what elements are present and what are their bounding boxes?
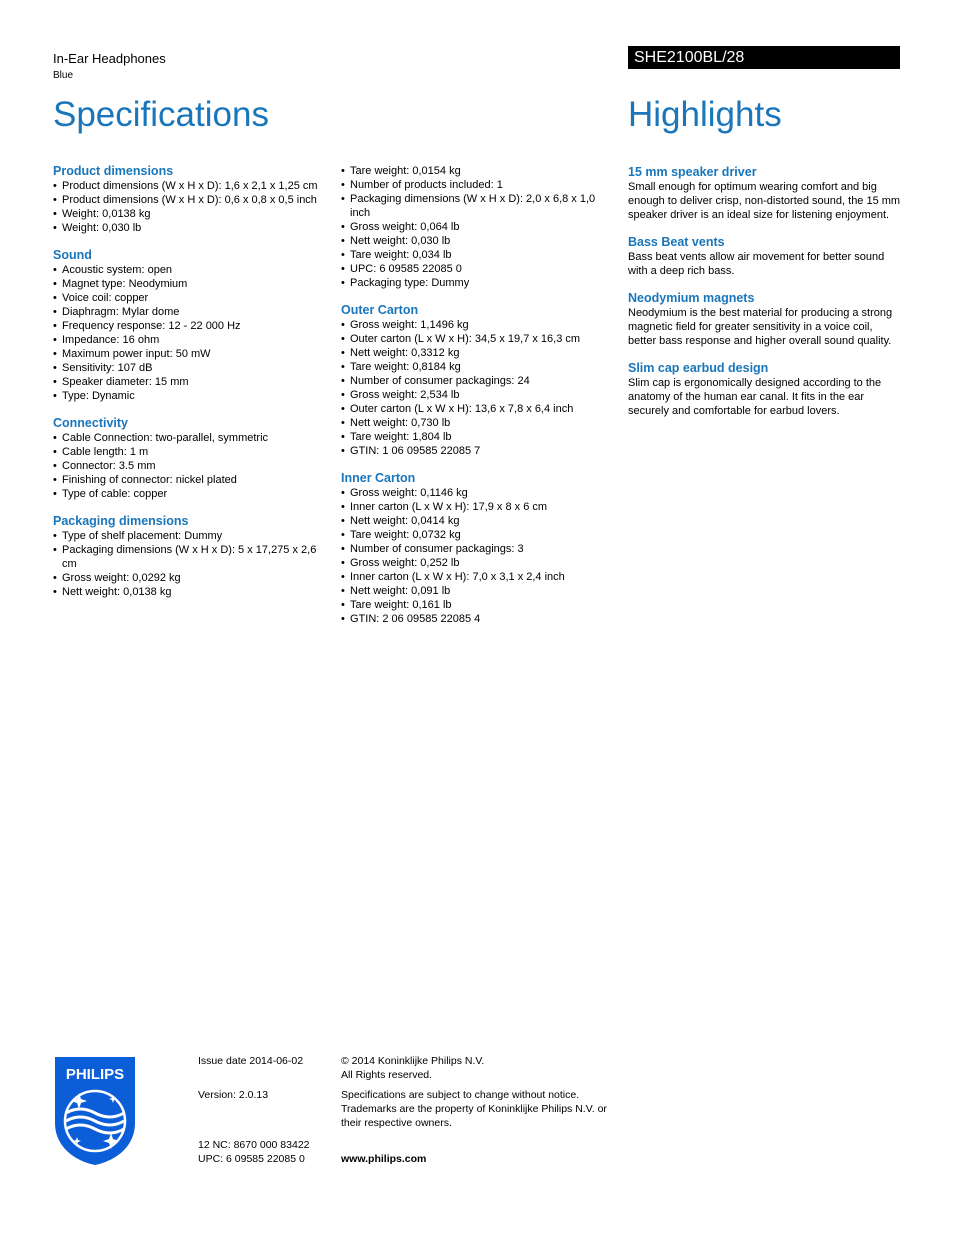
spec-item: • Speaker diameter: 15 mm xyxy=(53,375,323,389)
spec-item: • Outer carton (L x W x H): 34,5 x 19,7 x 16,3 cm xyxy=(341,332,611,346)
product-variant: Blue xyxy=(53,70,74,81)
spec-section-title: Sound xyxy=(53,248,92,262)
specifications-title: Specifications xyxy=(53,95,269,134)
spec-section-title: Packaging dimensions xyxy=(53,514,189,528)
spec-item: • Packaging dimensions (W x H x D): 2,0 x 6,8 x 1,0 inch xyxy=(341,192,611,220)
highlight-block xyxy=(628,165,903,222)
highlight-body: Neodymium is the best material for producing a strong magnetic field for greater sensitivity in a voice coil, better bass response and higher overall sound quality. xyxy=(628,307,893,347)
spec-section xyxy=(53,164,323,235)
highlight-title: Neodymium magnets xyxy=(628,291,755,305)
spec-item: • Nett weight: 0,730 lb xyxy=(341,416,611,430)
spec-item: • Gross weight: 0,1146 kg xyxy=(341,486,611,500)
spec-item: • Sensitivity: 107 dB xyxy=(53,361,323,375)
specs-column-2 xyxy=(341,164,611,639)
spec-item: • Weight: 0,0138 kg xyxy=(53,207,323,221)
highlight-body: Bass beat vents allow air movement for better sound with a deep rich bass. xyxy=(628,251,885,277)
spec-item: • Finishing of connector: nickel plated xyxy=(53,473,323,487)
upc-code: UPC: 6 09585 22085 0 xyxy=(198,1153,305,1165)
spec-list xyxy=(53,529,323,599)
spec-item: • Product dimensions (W x H x D): 0,6 x 0,8 x 0,5 inch xyxy=(53,193,323,207)
spec-item: • Gross weight: 1,1496 kg xyxy=(341,318,611,332)
spec-item: • Number of products included: 1 xyxy=(341,178,611,192)
spec-item: • Tare weight: 0,8184 kg xyxy=(341,360,611,374)
spec-item: • Nett weight: 0,030 lb xyxy=(341,234,611,248)
spec-item: • UPC: 6 09585 22085 0 xyxy=(341,262,611,276)
highlight-title: Bass Beat vents xyxy=(628,235,725,249)
spec-item: • Frequency response: 12 - 22 000 Hz xyxy=(53,319,323,333)
spec-item: • Outer carton (L x W x H): 13,6 x 7,8 x 6,4 inch xyxy=(341,402,611,416)
spec-item: • Type of shelf placement: Dummy xyxy=(53,529,323,543)
spec-item: • Product dimensions (W x H x D): 1,6 x 2,1 x 1,25 cm xyxy=(53,179,323,193)
spec-item: • Gross weight: 0,064 lb xyxy=(341,220,611,234)
spec-item: • Tare weight: 0,0732 kg xyxy=(341,528,611,542)
spec-item: • Weight: 0,030 lb xyxy=(53,221,323,235)
spec-item: • Tare weight: 1,804 lb xyxy=(341,430,611,444)
spec-item: • Acoustic system: open xyxy=(53,263,323,277)
spec-item: • GTIN: 1 06 09585 22085 7 xyxy=(341,444,611,458)
spec-item: • Packaging type: Dummy xyxy=(341,276,611,290)
spec-item: • Nett weight: 0,3312 kg xyxy=(341,346,611,360)
highlight-body: Small enough for optimum wearing comfort and big enough to deliver crisp, non-distorted sound, the 15 mm speaker driver is an ideal size for listening enjoyment. xyxy=(628,181,901,221)
model-number-badge: SHE2100BL/28 xyxy=(628,46,900,69)
philips-shield-icon xyxy=(53,1055,137,1167)
highlight-block xyxy=(628,235,903,278)
spec-section xyxy=(341,164,611,290)
spec-section-title: Outer Carton xyxy=(341,303,419,317)
spec-item: • Voice coil: copper xyxy=(53,291,323,305)
spec-item: • Type: Dynamic xyxy=(53,389,323,403)
spec-section xyxy=(341,471,611,626)
issue-date: Issue date 2014-06-02 xyxy=(198,1055,304,1067)
spec-item: • Maximum power input: 50 mW xyxy=(53,347,323,361)
copyright: © 2014 Koninklijke Philips N.V. xyxy=(341,1055,485,1067)
spec-list xyxy=(53,179,323,235)
spec-item: • Cable Connection: two-parallel, symmetric xyxy=(53,431,323,445)
specs-column-1 xyxy=(53,164,323,612)
spec-item: • Nett weight: 0,091 lb xyxy=(341,584,611,598)
spec-item: • Impedance: 16 ohm xyxy=(53,333,323,347)
philips-logo[interactable] xyxy=(53,1055,137,1167)
spec-section xyxy=(53,416,323,501)
highlight-block xyxy=(628,361,903,418)
spec-item: • Inner carton (L x W x H): 17,9 x 8 x 6 cm xyxy=(341,500,611,514)
spec-section xyxy=(341,303,611,458)
spec-item: • Tare weight: 0,034 lb xyxy=(341,248,611,262)
rights-reserved: All Rights reserved. xyxy=(341,1069,433,1081)
spec-item: • Gross weight: 0,0292 kg xyxy=(53,571,323,585)
version: Version: 2.0.13 xyxy=(198,1089,269,1101)
highlight-body: Slim cap is ergonomically designed according to the anatomy of the human ear canal. It fits in the ear securely and comfortable for earbud lovers. xyxy=(628,377,882,417)
spec-list xyxy=(53,263,323,403)
highlight-block xyxy=(628,291,903,348)
spec-item: • Nett weight: 0,0138 kg xyxy=(53,585,323,599)
spec-item: • GTIN: 2 06 09585 22085 4 xyxy=(341,612,611,626)
spec-item: • Magnet type: Neodymium xyxy=(53,277,323,291)
spec-item: • Inner carton (L x W x H): 7,0 x 3,1 x 2,4 inch xyxy=(341,570,611,584)
spec-section xyxy=(53,514,323,599)
spec-list xyxy=(53,431,323,501)
website-link[interactable]: www.philips.com xyxy=(341,1153,427,1165)
spec-item: • Number of consumer packagings: 3 xyxy=(341,542,611,556)
spec-item: • Packaging dimensions (W x H x D): 5 x 17,275 x 2,6 cm xyxy=(53,543,323,571)
spec-list xyxy=(341,164,611,290)
spec-list xyxy=(341,318,611,458)
spec-item: • Number of consumer packagings: 24 xyxy=(341,374,611,388)
highlights-title: Highlights xyxy=(628,95,782,134)
spec-list xyxy=(341,486,611,626)
highlights-column xyxy=(628,165,903,431)
spec-item: • Type of cable: copper xyxy=(53,487,323,501)
spec-section xyxy=(53,248,323,403)
spec-item: • Connector: 3.5 mm xyxy=(53,459,323,473)
spec-section-title: Product dimensions xyxy=(53,164,174,178)
spec-item: • Gross weight: 0,252 lb xyxy=(341,556,611,570)
logo-text: PHILIPS xyxy=(65,1066,125,1083)
product-name: In-Ear Headphones xyxy=(53,51,166,66)
spec-item: • Tare weight: 0,161 lb xyxy=(341,598,611,612)
spec-section-title: Connectivity xyxy=(53,416,129,430)
legal-notice: Specifications are subject to change without notice. Trademarks are the property of Koninklijke Philips N.V. or their respective owners. xyxy=(341,1089,607,1129)
highlight-title: Slim cap earbud design xyxy=(628,361,769,375)
spec-section-title: Inner Carton xyxy=(341,471,416,485)
spec-item: • Gross weight: 2,534 lb xyxy=(341,388,611,402)
spec-item: • Tare weight: 0,0154 kg xyxy=(341,164,611,178)
highlight-title: 15 mm speaker driver xyxy=(628,165,757,179)
twelve-nc-code: 12 NC: 8670 000 83422 xyxy=(198,1139,310,1151)
spec-item: • Nett weight: 0,0414 kg xyxy=(341,514,611,528)
spec-item: • Diaphragm: Mylar dome xyxy=(53,305,323,319)
spec-item: • Cable length: 1 m xyxy=(53,445,323,459)
